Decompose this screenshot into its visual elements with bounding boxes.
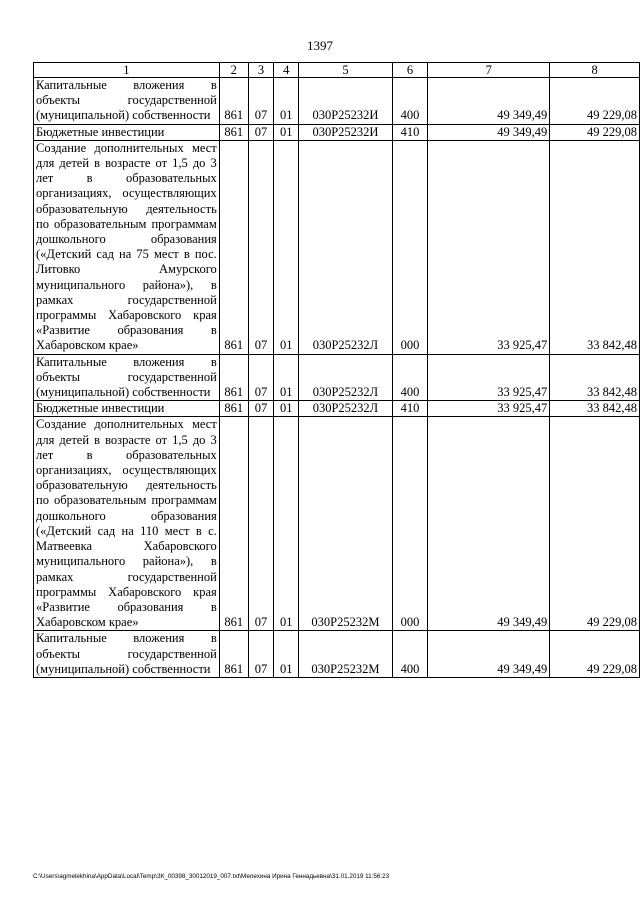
- header-cell: 7: [428, 63, 550, 78]
- table-row: [34, 78, 640, 125]
- header-cell: 3: [248, 63, 274, 78]
- amount-year2-cell: 33 842,48: [550, 354, 640, 401]
- subsection-code-cell: 01: [274, 140, 299, 354]
- amount-year2-cell: 49 229,08: [550, 631, 640, 678]
- header-cell: 4: [274, 63, 299, 78]
- amount-year1-cell: 49 349,49: [428, 417, 550, 631]
- amount-year1-cell: 33 925,47: [428, 401, 550, 417]
- row-name-cell: Создание дополнительных мест для детей в возрасте от 1,5 до 3 лет в образовательных организациях, осуществляющих образовательную деятельность по образовательным программам дошкольного образования («Детский сад на 110 мест в с. Матвеевка Хабаровского муниципального района»), в рамках государственной программы Хабаровского края «Развитие образования в Хабаровском крае»: [34, 417, 220, 631]
- table-row: [34, 124, 640, 140]
- amount-year2-cell: 49 229,08: [550, 78, 640, 125]
- file-path-footer: C:\Users\agmelekhina\AppData\Local\Temp\ЗК_00398_30012019_007.txt\Мелехина Ирина Геннадьевна\31.01.2019 11:56:23: [33, 873, 390, 880]
- section-code-cell: 07: [248, 140, 274, 354]
- amount-year2-cell: 33 842,48: [550, 401, 640, 417]
- budget-table: [33, 62, 640, 678]
- subsection-code-cell: 01: [274, 354, 299, 401]
- row-name-cell: Бюджетные инвестиции: [34, 124, 220, 140]
- expense-type-cell: 400: [392, 78, 428, 125]
- amount-year1-cell: 49 349,49: [428, 78, 550, 125]
- ministry-code-cell: 861: [219, 124, 248, 140]
- section-code-cell: 07: [248, 417, 274, 631]
- amount-year1-cell: 33 925,47: [428, 140, 550, 354]
- subsection-code-cell: 01: [274, 124, 299, 140]
- ministry-code-cell: 861: [219, 354, 248, 401]
- target-article-cell: 030P25232И: [299, 124, 392, 140]
- expense-type-cell: 000: [392, 417, 428, 631]
- expense-type-cell: 410: [392, 124, 428, 140]
- row-name-cell: Создание дополнительных мест для детей в возрасте от 1,5 до 3 лет в образовательных организациях, осуществляющих образовательную деятельность по образовательным программам дошкольного образования («Детский сад на 75 мест в пос. Литовко Амурского муниципального района»), в рамках государственной программы Хабаровского края «Развитие образования в Хабаровском крае»: [34, 140, 220, 354]
- subsection-code-cell: 01: [274, 78, 299, 125]
- section-code-cell: 07: [248, 401, 274, 417]
- subsection-code-cell: 01: [274, 401, 299, 417]
- amount-year2-cell: 33 842,48: [550, 140, 640, 354]
- table-row: [34, 417, 640, 631]
- section-code-cell: 07: [248, 354, 274, 401]
- row-name-cell: Капитальные вложения в объекты государственной (муниципальной) собственности: [34, 78, 220, 125]
- table-row: [34, 631, 640, 678]
- ministry-code-cell: 861: [219, 401, 248, 417]
- expense-type-cell: 000: [392, 140, 428, 354]
- amount-year2-cell: 49 229,08: [550, 124, 640, 140]
- header-cell: 5: [299, 63, 392, 78]
- page-number: 1397: [307, 38, 333, 53]
- amount-year1-cell: 49 349,49: [428, 631, 550, 678]
- target-article-cell: 030P25232Л: [299, 401, 392, 417]
- target-article-cell: 030P25232Л: [299, 354, 392, 401]
- ministry-code-cell: 861: [219, 417, 248, 631]
- header-row: [34, 63, 640, 78]
- target-article-cell: 030P25232M: [299, 417, 392, 631]
- table-row: [34, 401, 640, 417]
- ministry-code-cell: 861: [219, 631, 248, 678]
- expense-type-cell: 400: [392, 631, 428, 678]
- header-cell: 8: [550, 63, 640, 78]
- row-name-cell: Бюджетные инвестиции: [34, 401, 220, 417]
- ministry-code-cell: 861: [219, 78, 248, 125]
- expense-type-cell: 400: [392, 354, 428, 401]
- target-article-cell: 030P25232И: [299, 78, 392, 125]
- amount-year2-cell: 49 229,08: [550, 417, 640, 631]
- section-code-cell: 07: [248, 631, 274, 678]
- subsection-code-cell: 01: [274, 417, 299, 631]
- target-article-cell: 030P25232Л: [299, 140, 392, 354]
- header-cell: 6: [392, 63, 428, 78]
- table-row: [34, 140, 640, 354]
- row-name-cell: Капитальные вложения в объекты государственной (муниципальной) собственности: [34, 631, 220, 678]
- target-article-cell: 030P25232M: [299, 631, 392, 678]
- section-code-cell: 07: [248, 78, 274, 125]
- subsection-code-cell: 01: [274, 631, 299, 678]
- table-row: [34, 354, 640, 401]
- header-cell: 2: [219, 63, 248, 78]
- amount-year1-cell: 49 349,49: [428, 124, 550, 140]
- section-code-cell: 07: [248, 124, 274, 140]
- amount-year1-cell: 33 925,47: [428, 354, 550, 401]
- ministry-code-cell: 861: [219, 140, 248, 354]
- expense-type-cell: 410: [392, 401, 428, 417]
- row-name-cell: Капитальные вложения в объекты государственной (муниципальной) собственности: [34, 354, 220, 401]
- header-cell: 1: [34, 63, 220, 78]
